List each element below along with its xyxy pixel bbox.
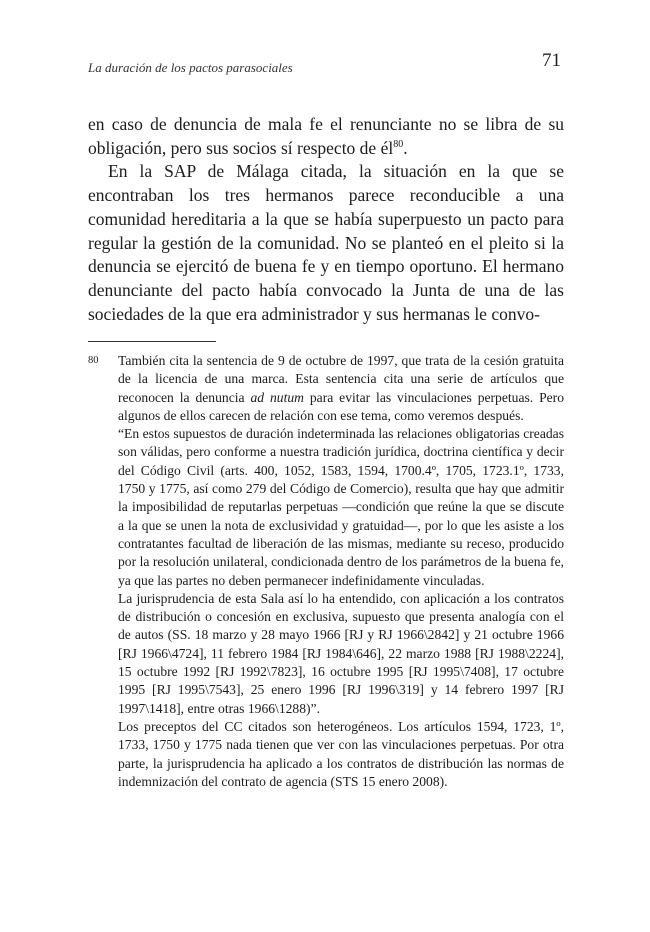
footnote-reference[interactable]: 80 <box>393 138 404 150</box>
footnote-paragraph <box>118 352 564 425</box>
footnote-separator <box>88 341 216 342</box>
footnote-text: para evitar las vinculaciones perpetuas. Pero algunos de ellos carecen de relación con ese tema, como veremos después. <box>118 389 565 423</box>
footnote-quote: La jurisprudencia de esta Sala así lo ha entendido, con aplicación a los contratos de distribución o concesión en exclusiva, supuesto que presenta analogía con el de autos (SS. 18 marzo y 28 mayo 1966 [RJ y RJ 1966\2842] y 21 octubre 1966 [RJ 1966\4724], 11 febrero 1984 [RJ 1984\646], 22 marzo 1988 [RJ 1988\2224], 15 octubre 1992 [RJ 1992\7823], 16 octubre 1995 [RJ 1995\7408], 17 octubre 1995 [RJ 1995\7543], 25 enero 1996 [RJ 1996\319] y 14 febrero 1997 [RJ 1997\1418], entre otras 1966\1288)”. <box>118 590 564 716</box>
running-title: La duración de los pactos parasociales <box>88 60 293 75</box>
paragraph-text: en caso de denuncia de mala fe el renunciante no se libra de su obligación, pero sus socios sí respecto de él <box>88 114 564 158</box>
main-text <box>88 113 564 326</box>
paragraph-end: . <box>403 137 408 158</box>
footnote <box>88 352 564 791</box>
footnote-text: También cita la sentencia de 9 de octubre de 1997, que trata de la cesión gratuita de la licencia de una marca. Esta sentencia cita una serie de artículos que reconocen la denuncia <box>118 353 564 405</box>
paragraph-continued <box>88 113 564 160</box>
footnote-italic-term: ad nutum <box>250 389 304 405</box>
paragraph: En la SAP de Málaga citada, la situación en la que se encontraban los tres hermanos parece reconducible a una comunidad hereditaria a la que se había superpuesto un pacto para regular la gestión de la comunidad. No se planteó en el pleito si la denuncia se ejercitó de buena fe y en tiempo oportuno. El hermano denunciante del pacto había convocado la Junta de una de las sociedades de la que era administrador y sus hermanas le convo- <box>88 161 564 324</box>
footnote-quote: “En estos supuestos de duración indeterminada las relaciones obligatorias creadas son válidas, pero conforme a nuestra tradición jurídica, doctrina científica y decir del Código Civil (arts. 400, 1052, 1583, 1594, 1700.4º, 1705, 1723.1º, 1733, 1750 y 1775, así como 279 del Código de Comercio), resulta que hay que admitir la imposibilidad de reputarlas perpetuas —condición que reúne la que se discute a la que se unen la nota de exclusividad y gratuidad—, por lo que les asiste a los contratantes facultad de liberación de las mismas, mediante su receso, producido por la resolución unilateral, condicionada dentro de los parámetros de la buena fe, ya que las partes no deben permanecer indefinidamente vinculadas. <box>118 426 564 588</box>
footnote-paragraph: Los preceptos del CC citados son heterogéneos. Los artículos 1594, 1723, 1º, 1733, 1750 y 1775 nada tienen que ver con las vinculaciones perpetuas. Por otra parte, la jurisprudencia ha aplicado a los contratos de distribución las normas de indemnización del contrato de agencia (STS 15 enero 2008). <box>118 718 564 789</box>
footnote-body <box>118 352 564 791</box>
page-number: 71 <box>542 50 561 71</box>
footnote-marker: 80 <box>88 355 99 366</box>
